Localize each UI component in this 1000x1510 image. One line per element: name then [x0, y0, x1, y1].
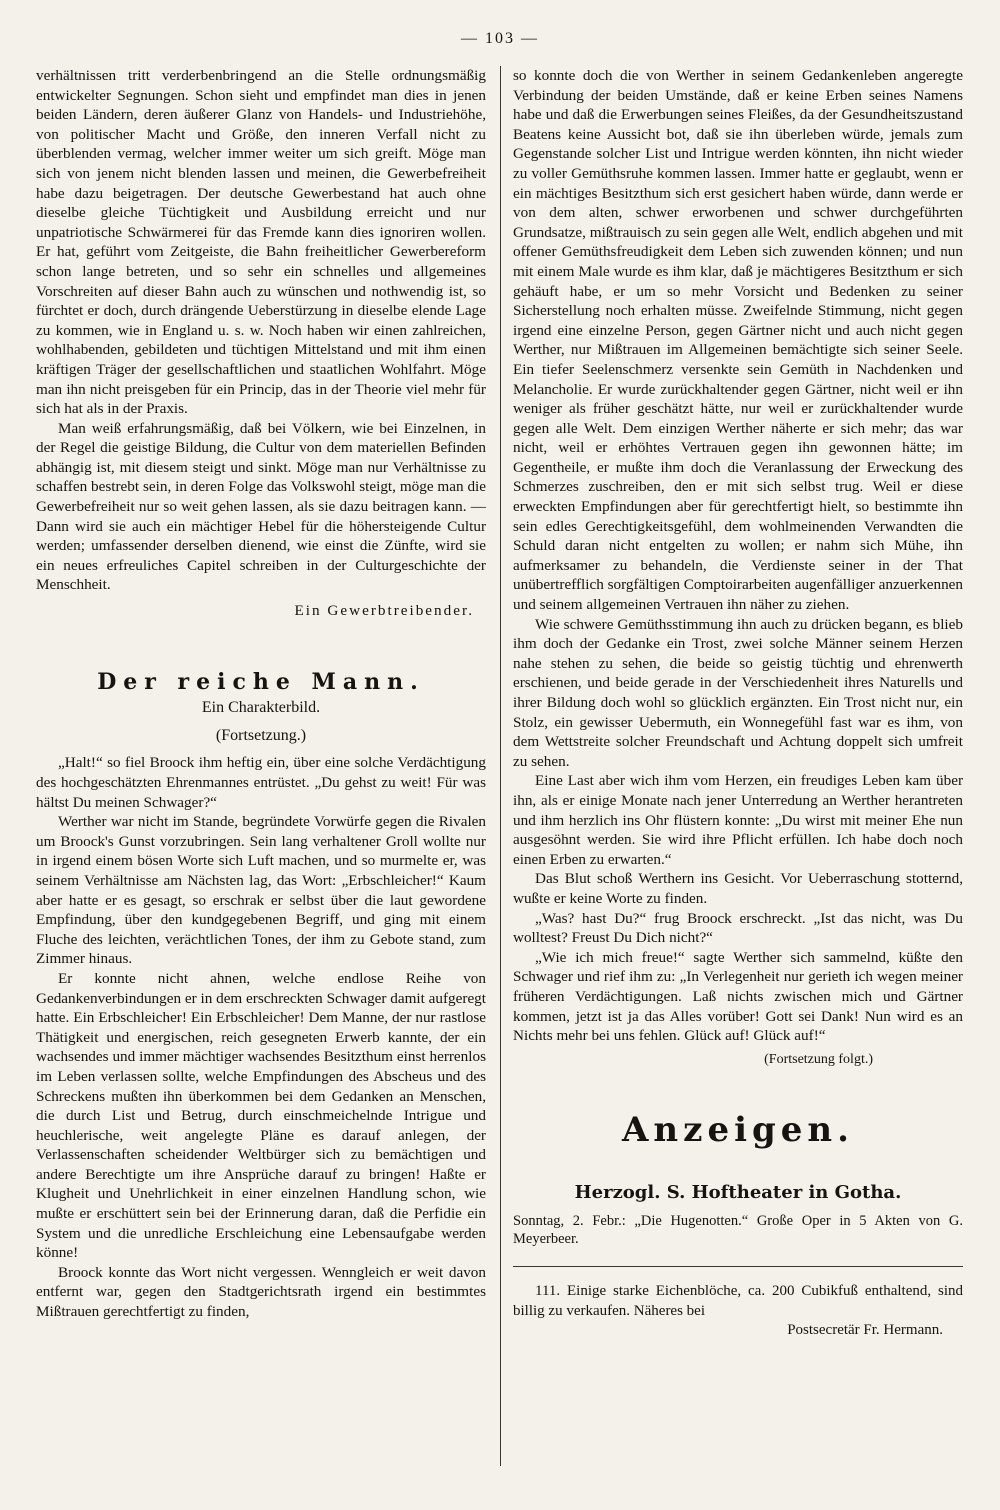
story-paragraph-8: Das Blut schoß Werthern ins Gesicht. Vor Ueberraschung stotternd, wußte er keine Worte zu finden. [513, 870, 963, 907]
story-paragraph-6: Wie schwere Gemüthsstimmung ihn auch zu drücken begann, es blieb ihm doch der Gedanke ein Trost, zwei solche Männer seinem Herzen nahe stehen zu sehen, die beide so geistig tüchtig und ehrenwerth erschienen, und beide gerade in der Verschiedenheit ihres Naturells und ihrer Bildung doch wohl so glücklich ergänzten. Ein Trost nicht nur, ein Stolz, ein gewisser Uebermuth, ein Wonnegefühl fast war es ihm, von dem Wettstreite solcher Freundschaft und Achtung doppelt sich umfreit zu sehen. [513, 615, 963, 770]
story-title: Der reiche Mann. [97, 668, 425, 695]
story-paragraph-2: Werther war nicht im Stande, begründete Vorwürfe gegen die Rivalen um Broock's Gunst vorzubringen. Sein lang verhaltener Groll wollte nur in irgend einem bösen Worte sich Luft machen, und so murmelte er, was seinem Verhältnisse am Nächsten lag, das Wort: „Erbschleicher!“ Kaum aber hatte er es gesagt, so erschrak er selbst über die laut gewordene Empfindung, über den kundgegebenen Begriff, und ging mit einem Fluche des leichten, verächtlichen Tones, der ihm zu Gebote stand, zum Zimmer hinaus. [36, 813, 486, 968]
page-number: — 103 — [461, 30, 539, 47]
theatre-heading: Herzogl. S. Hoftheater in Gotha. [574, 1181, 902, 1203]
classified-ad-signature: Postsecretär Fr. Hermann. [787, 1322, 943, 1339]
left-column [36, 66, 486, 1322]
essay-paragraph-1: verhältnissen tritt verderbenbringend an die Stelle ordnungsmäßig entwickelter Segnungen. Schon sieht und empfindet man dies in jenen beiden Ländern, deren äußerer Glanz von Handels- und Industriehöhe, von politischer Macht und Größe, den inneren Verfall nicht zu überblenden vermag, welcher immer weiter um sich greift. Möge man sich von jenem nicht blenden lassen und meinen, die Gewerbefreiheit habe dazu beigetragen. Der deutsche Gewerbestand hat auch ohne dieselbe gleiche Tüchtigkeit und Ausbildung erreicht und nur unpatriotische Schwärmerei für das Fremde kann dies ignoriren wollen. Er hat, geführt vom Zeitgeiste, die Bahn freiheitlicher Gewerbereform schon lange betreten, und so sehr ein schnelles und allgemeines Vorschreiten auf dieser Bahn auch zu wünschen und nothwendig ist, so fürchtet er doch, durch drängende Ueberstürzung in dieselbe elende Lage zu kommen, wie in England u. s. w. Noch haben wir einen zahlreichen, wohlhabenden, gebildeten und tüchtigen Mittelstand und mit ihm einen kräftigen Träger der gesellschaftlichen und staatlichen Wohlfahrt. Möge man ihn nicht preisgeben für ein Princip, das in der Theorie viel mehr für sich hat als in der Praxis. [36, 67, 486, 418]
right-column [513, 66, 963, 1341]
story-paragraph-3: Er konnte nicht ahnen, welche endlose Reihe von Gedankenverbindungen er in dem erschreckten Schwager damit aufgeregt hatte. Ein Erbschleicher! Ein Erbschleicher! Dem Manne, der nur rastlose Thätigkeit und energischen, reich gesegneten Erwerb kannte, der ein wachsendes und immer mächtiger wachsendes Besitzthum einst herrenlos im Leben verlassen sollte, welche Empfindungen des Abscheus und des Schreckens mußten ihn überkommen bei dem Gedanken an Menschen, die durch List und Betrug, durch einschmeichelnde Intrigue und heuchlerische, weit angelegte Pläne es darauf anlegen, der Verlassenschaften scheidender Weltbürger sich zu bemächtigen und andere Berechtigte um ihre Ansprüche darauf zu bringen! Haßte er Klugheit und Unehrlichkeit in einer einzelnen Handlung schon, wie mußte er erschüttert sein bei der Erinnerung daran, daß die Perfidie ein System und die unredliche Erschleichung eine Lebensaufgabe werden könne! [36, 969, 486, 1262]
story-paragraph-4: Broock konnte das Wort nicht vergessen. Wenngleich er weit davon entfernt war, gegen den Stadtgerichtsrath irgend ein bestimmtes Mißtrauen gerechtfertigt zu finden, [36, 1263, 486, 1321]
essay-signature: Ein Gewerbtreibender. [294, 602, 474, 620]
story-subtitle: Ein Charakterbild. [201, 699, 321, 717]
story-continuation-note: (Fortsetzung.) [215, 726, 307, 744]
essay-paragraph-2: Man weiß erfahrungsmäßig, daß bei Völkern, wie bei Einzelnen, in der Regel die geistige Bildung, die Cultur von dem materiellen Befinden abhängig ist, mit diesem steigt und sinkt. Möge man nur Verhältnisse zu schaffen bestrebt sein, in deren Folge das Volkswohl steigt, möge man die Gewerbefreiheit nur so weit gehen lassen, als sie dazu beitragen kann. — Dann wird sie auch ein mächtiger Hebel für die höhersteigende Cultur werden; umfassender derselben dienend, wie einst die Zünfte, wird sie ein neues erfreuliches Capitel schreiben in der Culturgeschichte der Menschheit. [36, 419, 486, 594]
column-divider [500, 66, 501, 1466]
story-paragraph-10: „Wie ich mich freue!“ sagte Werther sich sammelnd, küßte den Schwager und rief ihm zu: „In Verlegenheit nur gerieth ich wegen meiner früheren Verdächtigungen. Laß nichts zwischen mich und Gärtner kommen, jetzt ist ja das Alles vorüber! Gott sei Dank! Nun wird es an Nichts mehr bei uns fehlen. Glück auf! Glück auf!“ [513, 948, 963, 1045]
story-paragraph-1: „Halt!“ so fiel Broock ihm heftig ein, über eine solche Verdächtigung des hochgeschätzten Ehrenmannes entrüstet. „Du gehst zu weit! Für was hältst Du meinen Schwager?“ [36, 754, 486, 811]
ad-separator [513, 1266, 963, 1267]
story-paragraph-7: Eine Last aber wich ihm vom Herzen, ein freudiges Leben kam über ihn, als er einige Monate nach jener Unterredung an Werther herantreten und ihm herzlich ins Ohr flüstern konnte: „Du wirst mit meiner Ehe nun ausgesöhnt werden. Sie wird ihre Pflicht erfüllen. Ich habe doch noch einen Erben zu erwarten.“ [513, 772, 963, 868]
ads-heading: Anzeigen. [622, 1110, 854, 1151]
story-paragraph-5: so konnte doch die von Werther in seinem Gedankenleben angeregte Verbindung der beiden Umstände, daß er keine Erben seines Namens habe und daß die Erwerbungen seines Fleißes, da der Gesundheitszustand Beatens keine Aussicht bot, daß sie ihn überleben würde, jemals zum Gegenstande solcher List und Intrigue werden könnten, ihn nicht wieder zu voller Gemüthsruhe kommen lassen. Immer hatte er geglaubt, wenn er ein mächtiges Besitzthum sich erst gesichert haben würde, dann werde er von dem alten, schwer erworbenen und schwer durchgeführten Grundsatze, mißtrauisch zu sein gegen alle Welt, endlich abgehen und mit offener Gemüthsfreudigkeit dem Leben sich zuwenden können; und nun mit einem Male wurde es ihm klar, daß je mächtigeres Besitzthum er sich gehäuft habe, er um so mehr Vorsicht und Bedenken zu seiner Sicherstellung noch erhalten müsse. Zweifelnde Stimmung, nicht gegen irgend eine einzelne Person, gegen Gärtner nicht und auch nicht gegen Werther, nur Mißtrauen im Allgemeinen bemächtigte sich seiner Seele. Ein tiefer Seelenschmerz versenkte sein Gemüth in Nachdenken und Melancholie. Er wurde zurückhaltender gegen Gärtner, nicht weil er ihn weniger als früher geschätzt hätte, nur weil er zurückhaltender wurde gegen alle Welt. Dem einzigen Werther näherte er sich mehr; das war nicht, weil er erhöhtes Vertrauen gegen ihn gewonnen hätte; im Gegentheile, er mußte ihm doch die Veranlassung der Erweckung des Schmerzes zuschreiben, den er mit sich selbst trug. Weil er diese erweckten Empfindungen aber für gerechtfertigt hielt, so bestimmte ihn sein edles Gerechtigkeitsgefühl, dem wohlmeinenden Verwandten die Schuld daran nicht entgelten zu wollen; er nahm sich Mühe, ihn aufmerksamer zu behandeln, die Verdienste seiner in der That unübertrefflich sorgfältigen Comptoirarbeiten augenfälliger anzuerkennen und seinem allgemeinen Vertrauen ihn näher zu ziehen. [513, 67, 963, 614]
theatre-announcement: Sonntag, 2. Febr.: „Die Hugenotten.“ Große Oper in 5 Akten von G. Meyerbeer. [513, 1213, 963, 1248]
story-paragraph-9: „Was? hast Du?“ frug Broock erschreckt. „Ist das nicht, was Du wolltest? Freust Du Dich nicht?“ [513, 909, 963, 947]
to-be-continued-note: (Fortsetzung folgt.) [764, 1051, 873, 1067]
classified-ad-text: 111. Einige starke Eichenblöche, ca. 200 Cubikfuß enthaltend, sind billig zu verkaufen. Näheres bei [513, 1283, 963, 1320]
